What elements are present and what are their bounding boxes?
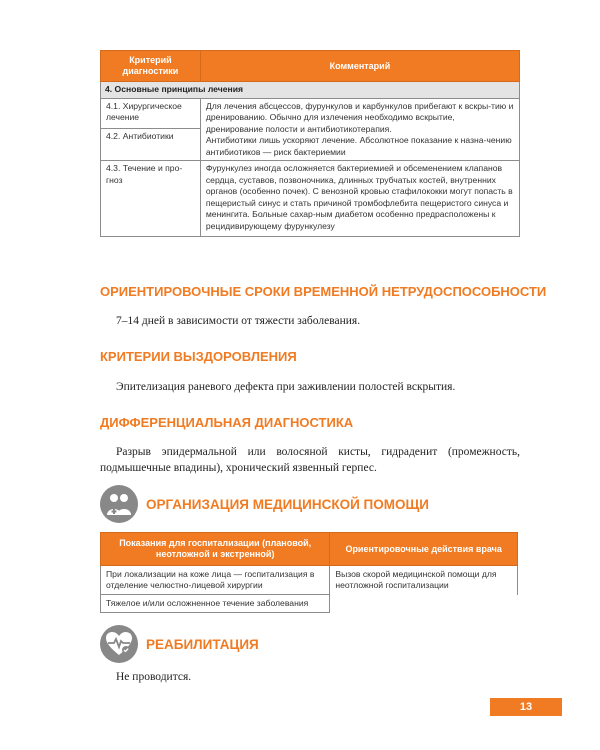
table-header-row <box>101 51 520 82</box>
row-criterion: 4.1. Хирургическое лечение <box>101 98 201 129</box>
section-row <box>101 82 520 99</box>
page-number: 13 <box>490 698 562 716</box>
row-action-empty <box>330 595 518 613</box>
header-criterion: Критерий диагностики <box>101 51 201 82</box>
header-indications: Показания для госпитализации (плановой, неотложной и экстренной) <box>101 533 330 566</box>
header-actions: Ориентировочные действия врача <box>330 533 518 566</box>
org-title: ОРГАНИЗАЦИЯ МЕДИЦИНСКОЙ ПОМОЩИ <box>146 496 429 512</box>
rehab-value: Не проводится. <box>116 671 192 683</box>
row-criterion: 4.2. Антибиотики <box>101 129 201 161</box>
org-heading <box>100 484 429 524</box>
hospitalization-table <box>100 532 518 613</box>
table-row <box>101 566 518 595</box>
table-row <box>101 98 520 129</box>
rehab-text <box>100 669 520 685</box>
rehab-title: РЕАБИЛИТАЦИЯ <box>146 636 259 652</box>
row-comment: Фурункулез иногда осложняется бактериемией и обсеменением клапанов сердца, суставов, позвоночника, длинных трубчатых костей, внутренних органов (особенно почек). С венозной кровью стафилококки могут попасть в пещеристый синус и стать причиной тромбофлебита пещеристого синуса и менингита. Больные сахар-ным диабетом особенно предрасположены к рецидивирующему фурункулезу <box>200 161 519 237</box>
rehab-heading <box>100 624 259 664</box>
table-row <box>101 161 520 237</box>
diff-diagnosis-text <box>100 444 520 476</box>
row-indication: При локализации на коже лица — госпитализация в отделение челюстно-лицевой хирургии <box>101 566 330 595</box>
row-criterion: 4.3. Течение и про-гноз <box>101 161 201 237</box>
recovery-heading: КРИТЕРИИ ВЫЗДОРОВЛЕНИЯ <box>100 349 297 364</box>
recovery-value: Эпителизация раневого дефекта при заживлении полостей вскрытия. <box>116 381 456 393</box>
header-comment: Комментарий <box>200 51 519 82</box>
comment-surgery: Для лечения абсцессов, фурункулов и карбункулов прибегают к вскры-тию и дренированию. Обычно для излечения необходимо вскрытие, дренирование полости и антибиотикотерапия. <box>205 100 514 134</box>
table-row <box>101 595 518 613</box>
sick-leave-text <box>100 313 520 329</box>
diff-diagnosis-value: Разрыв эпидермальной или волосяной кисты, гидраденит (промежность, подмышечные впадины), хронический язвенный герпес. <box>100 446 520 474</box>
section-title: 4. Основные принципы лечения <box>101 82 520 99</box>
comment-antibiotics: Антибиотики лишь ускоряют лечение. Абсолютное показание к назна-чению антибиотиков — риск бактериемии <box>205 135 512 157</box>
treatment-principles-table <box>100 50 520 237</box>
row-comment <box>200 98 519 161</box>
row-indication: Тяжелое и/или осложненное течение заболевания <box>101 595 330 613</box>
table-header-row <box>101 533 518 566</box>
recovery-text <box>100 379 520 395</box>
sick-leave-heading: ОРИЕНТИРОВОЧНЫЕ СРОКИ ВРЕМЕННОЙ НЕТРУДОСПОСОБНОСТИ <box>100 284 547 299</box>
sick-leave-value: 7–14 дней в зависимости от тяжести заболевания. <box>116 315 361 327</box>
heart-pulse-icon <box>100 625 138 663</box>
row-action: Вызов скорой медицинской помощи для неотложной госпитализации <box>330 566 518 595</box>
medical-team-icon <box>100 485 138 523</box>
diff-diagnosis-heading: ДИФФЕРЕНЦИАЛЬНАЯ ДИАГНОСТИКА <box>100 415 354 430</box>
